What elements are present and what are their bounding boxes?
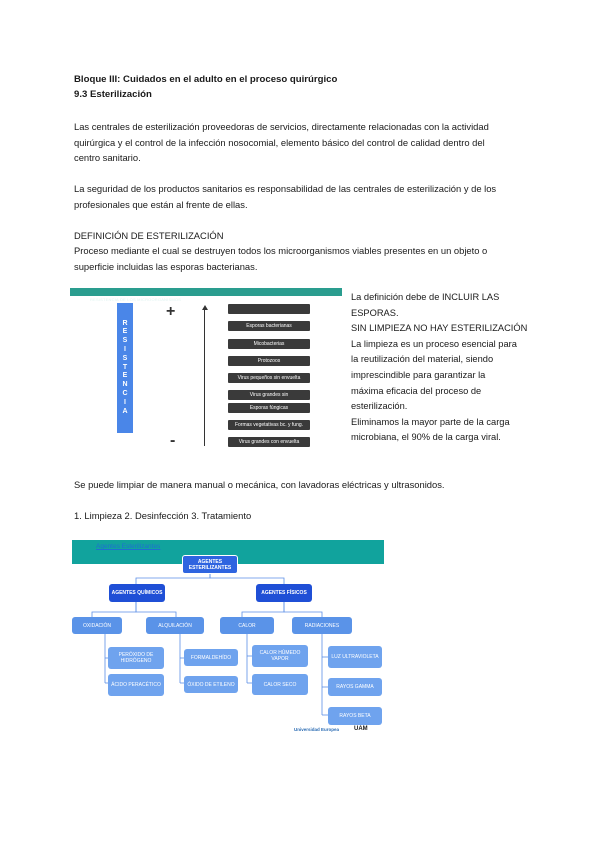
side-note: [351, 290, 528, 446]
text-line: Proceso mediante el cual se destruyen todos los microorganismos viables presentes en un objeto o: [74, 245, 488, 256]
resistance-letter: E: [122, 372, 128, 380]
steps-text: 1. Limpieza 2. Desinfección 3. Tratamiento: [74, 510, 252, 521]
resistance-letter: A: [122, 407, 128, 415]
text-line: La limpieza es un proceso esencial para: [351, 338, 517, 349]
logo-right: UAM: [354, 726, 368, 732]
text-line: La seguridad de los productos sanitarios es responsabilidad de las centrales de esterilización y de los: [74, 183, 497, 194]
text-line: La definición debe de INCLUIR LAS: [351, 292, 500, 302]
resistance-letter: S: [122, 354, 128, 362]
text-line: ESPORAS.: [351, 307, 399, 318]
text-line: Las centrales de esterilización proveedoras de servicios, directamente relacionadas con la actividad: [74, 121, 489, 132]
node-calor-humedo: CALOR HÚMEDO VAPOR: [252, 645, 308, 667]
minus-sign: -: [170, 432, 176, 449]
organism-box: Esporas bacterianas: [228, 321, 310, 331]
node-peroxido: PERÓXIDO DE HIDRÓGENO: [108, 647, 164, 669]
resistance-column: [117, 303, 133, 433]
node-agentes-fisicos: AGENTES FÍSICOS: [256, 584, 312, 602]
node-calor: CALOR: [220, 617, 274, 634]
text-line: esterilización.: [351, 401, 408, 412]
node-rayos-gamma: RAYOS GAMMA: [328, 678, 382, 696]
text-line: superficie incluidas las esporas bacterianas.: [74, 260, 258, 272]
organism-box: Virus grandes sin: [228, 390, 310, 400]
arrow-up-icon: [202, 305, 208, 310]
node-luz-ultravioleta: LUZ ULTRAVIOLETA: [328, 646, 382, 668]
node-acido-peracetico: ÁCIDO PERACÉTICO: [108, 674, 164, 696]
definition-text: [74, 243, 528, 274]
paragraph-seguridad: [74, 181, 528, 212]
paragraph-central-esterilizacion: [74, 119, 528, 166]
text-line: quirúrgica y el control de la infección nosocomial, elemento básico del control de calidad dentro del: [74, 136, 485, 148]
plus-sign: +: [166, 303, 176, 320]
definition-heading: DEFINICIÓN DE ESTERILIZACIÓN: [74, 230, 224, 241]
agents-link[interactable]: Agentes Esterilizantes: [96, 543, 161, 550]
organism-box: Formas vegetativas bc. y fung.: [228, 420, 310, 430]
node-agentes-quimicos: AGENTES QUÍMICOS: [109, 584, 165, 602]
figure-header-bar: [70, 288, 342, 302]
resistance-figure: [70, 286, 342, 448]
block-title: Bloque III: Cuidados en el adulto en el proceso quirúrgico: [74, 74, 338, 85]
node-oxido-etileno: ÓXIDO DE ETILENO: [184, 676, 238, 693]
organism-box: Protozoos: [228, 356, 310, 366]
cleaning-text: Se puede limpiar de manera manual o mecánica, con lavadoras eléctricas y ultrasonidos.: [74, 479, 445, 490]
section-title: 9.3 Esterilización: [74, 89, 152, 100]
node-alquilacion: ALQUILACIÓN: [146, 617, 204, 634]
resistance-letter: I: [124, 346, 126, 353]
text-line: imprescindible para garantizar la: [351, 369, 486, 380]
node-oxidacion: OXIDACIÓN: [72, 617, 122, 634]
organism-box: Virus pequeños sin envuelta: [228, 373, 310, 383]
text-line: microbiana, el 90% de la carga viral.: [351, 432, 501, 443]
resistance-letter: T: [122, 363, 128, 371]
resistance-letter: I: [124, 398, 126, 406]
resistance-letter: S: [122, 337, 128, 345]
logo-left: Universidad Europea: [294, 727, 340, 732]
resistance-letter: N: [122, 381, 128, 389]
node-calor-seco: CALOR SECO: [252, 674, 308, 695]
resistance-letter: C: [122, 389, 128, 397]
node-agentes-esterilizantes: AGENTES ESTERILIZANTES: [182, 555, 238, 574]
node-formaldehido: FORMALDEHÍDO: [184, 649, 238, 666]
resistance-letter: E: [122, 328, 128, 336]
organism-box: Virus grandes con envuelta: [228, 437, 310, 447]
node-rayos-beta: RAYOS BETA: [328, 707, 382, 725]
figure-header-caption: RESISTENCIA DE LOS MICROORGANISMOS: [90, 297, 182, 302]
organism-box: Esporas fúngicas: [228, 403, 310, 413]
organism-box-top: [228, 304, 310, 314]
text-line: máxima eficacia del proceso de: [351, 385, 482, 396]
text-line: centro sanitario.: [74, 152, 141, 164]
text-line: profesionales que están al frente de ellas.: [74, 198, 248, 210]
organism-box: Micobacterias: [228, 339, 310, 349]
text-line: la reutilización del material, siendo: [351, 354, 494, 365]
arrow-shaft: [204, 309, 205, 446]
resistance-letter: R: [122, 319, 128, 327]
node-radiaciones: RADIACIONES: [292, 617, 352, 634]
text-line: SIN LIMPIEZA NO HAY ESTERILIZACIÓN: [351, 323, 528, 334]
agents-figure: [72, 540, 384, 736]
text-line: Eliminamos la mayor parte de la carga: [351, 416, 510, 427]
